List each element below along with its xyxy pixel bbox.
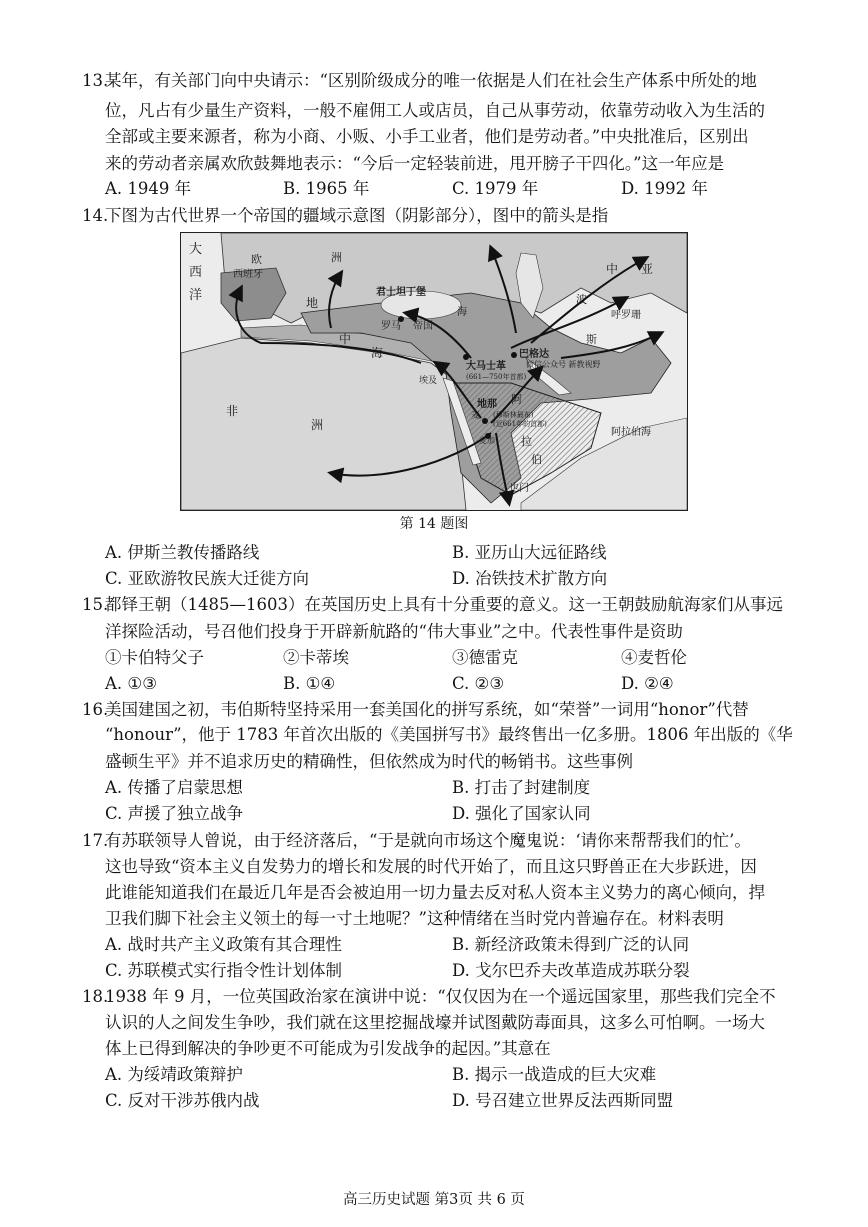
baghdad-dot: [511, 352, 517, 358]
map-label: 波: [576, 293, 587, 306]
map-label: 大: [189, 242, 203, 257]
empire-map: [180, 232, 688, 511]
figure-caption: 第 14 题图: [399, 516, 469, 532]
question-text-line: 下图为古代世界一个帝国的疆域示意图（阴影部分），图中的箭头是指: [105, 206, 609, 225]
question-number: 17.: [82, 831, 109, 850]
map-label: 洋: [189, 288, 203, 303]
map-label: 麦加: [479, 436, 495, 445]
option-d[interactable]: D. 冶铁技术扩散方向: [452, 569, 608, 588]
item-1: ①卡伯特父子: [105, 648, 204, 667]
question-text-line: 某年，有关部门向中央请示：“区别阶级成分的唯一依据是人们在社会生产体系中所处的地: [105, 71, 757, 90]
question-text-line: “honour”，他于 1783 年首次出版的《美国拼写书》最终售出一亿多册。1806 年出版的《华: [105, 725, 793, 744]
map-label: 非: [226, 404, 239, 418]
map-label: 罗马: [381, 321, 401, 332]
map-label: 阿: [511, 393, 522, 406]
map-label: 伯: [531, 453, 542, 466]
map-label: 西班牙: [233, 269, 263, 280]
map-label: 呼罗珊: [611, 310, 641, 321]
question-text-line: 都铎王朝（1485—1603）在英国历史上具有十分重要的意义。这一王朝鼓励航海家们从事远: [105, 595, 783, 614]
question-number: 13.: [82, 71, 109, 90]
question-text-line: 全部或主要来源者，称为小商、小贩、小手工业者，他们是劳动者。”中央批准后，区别出: [105, 127, 749, 146]
question-number: 18.: [82, 987, 109, 1006]
map-label: 也门: [509, 483, 529, 494]
map-label: 君士坦丁堡: [376, 287, 426, 298]
map-label: 中: [339, 332, 352, 346]
map-label: 巴格达: [519, 349, 549, 360]
map-label: 拉: [521, 435, 532, 448]
option-c[interactable]: C. 声援了独立战争: [105, 804, 244, 823]
map-label: 微信公众号 新教视野: [526, 360, 601, 369]
option-d[interactable]: D. ②④: [621, 674, 674, 693]
map-label: 帝国: [413, 321, 433, 332]
damascus-dot: [463, 354, 469, 360]
option-a[interactable]: A. 传播了启蒙思想: [105, 778, 243, 797]
question-text-line: 这也导致“资本主义自发势力的增长和发展的时代开始了，而且这只野兽正在大步跃进，因: [105, 857, 757, 876]
question-text-line: 美国建国之初，韦伯斯特坚持采用一套美国化的拼写系统，如“荣誉”一词用“honor”代替: [105, 700, 749, 719]
item-2: ②卡蒂埃: [283, 648, 349, 667]
map-label: 麦: [471, 411, 481, 421]
africa-land: [181, 338, 466, 510]
map-label: 中: [606, 262, 619, 276]
question-text-line: 1938 年 9 月，一位英国政治家在演讲中说：“仅仅因为在一个遥远国家里，那些我们完全不: [105, 987, 776, 1006]
option-a[interactable]: A. ①③: [105, 674, 157, 693]
question-text-line: 盛顿生平》并不追求历史的精确性，但依然成为时代的畅销书。这些事例: [105, 752, 633, 771]
question-text-line: 洋探险活动，号召他们投身于开辟新航路的“伟大事业”之中。代表性事件是资助: [105, 622, 683, 641]
map-label: 西: [189, 265, 203, 280]
option-b[interactable]: B. 1965 年: [283, 179, 370, 198]
option-b[interactable]: B. 揭示一战造成的巨大灾难: [452, 1065, 657, 1084]
option-a[interactable]: A. 为绥靖政策辩护: [105, 1065, 243, 1084]
option-d[interactable]: D. 号召建立世界反法西斯同盟: [452, 1091, 674, 1110]
option-b[interactable]: B. 打击了封建制度: [452, 778, 591, 797]
map-label: 地: [306, 296, 319, 310]
option-d[interactable]: D. 戈尔巴乔夫改革造成苏联分裂: [452, 961, 690, 980]
map-label: 地那: [477, 399, 497, 410]
question-text-line: 位，凡占有少量生产资料，一般不雇佣工人或店员，自己从事劳动，依靠劳动收入为生活的: [105, 101, 765, 120]
page-footer: 高三历史试题 第3页 共 6 页: [343, 1192, 525, 1208]
map-label: 海: [457, 307, 467, 318]
option-c[interactable]: C. 苏联模式实行指令性计划体制: [105, 961, 343, 980]
map-label: (近661年的首都): [493, 420, 547, 428]
option-a[interactable]: A. 1949 年: [105, 179, 192, 198]
question-number: 14.: [82, 206, 109, 225]
question-text-line: 卫我们脚下社会主义领土的每一寸土地呢？”这种情绪在当时党内普遍存在。材料表明: [105, 909, 724, 928]
map-label: 亚: [641, 262, 654, 276]
map-label: 欧: [251, 253, 262, 266]
map-label: 洲: [331, 251, 342, 264]
map-label: 海: [371, 346, 384, 360]
option-d[interactable]: D. 1992 年: [621, 179, 708, 198]
question-text-line: 来的劳动者亲属欢欣鼓舞地表示：“今后一定轻装前进，甩开膀子干四化。”这一年应是: [105, 154, 725, 173]
item-3: ③德雷克: [452, 648, 518, 667]
option-d[interactable]: D. 强化了国家认同: [452, 804, 591, 823]
option-b[interactable]: B. ①④: [283, 674, 336, 693]
map-label: 埃及: [419, 376, 438, 386]
map-label: (661—750年首都): [466, 373, 527, 381]
question-number: 16.: [82, 700, 109, 719]
item-4: ④麦哲伦: [621, 648, 687, 667]
option-a[interactable]: A. 伊斯兰教传播路线: [105, 543, 260, 562]
option-c[interactable]: C. 1979 年: [452, 179, 539, 198]
map-label: 洲: [311, 418, 324, 432]
question-text-line: 此谁能知道我们在最近几年是否会被迫用一切力量去反对私人资本主义势力的离心倾向，捍: [105, 883, 765, 902]
option-b[interactable]: B. 亚历山大远征路线: [452, 543, 607, 562]
option-c[interactable]: C. ②③: [452, 674, 505, 693]
map-label: (穆斯林最布): [493, 411, 534, 419]
medina-dot: [482, 418, 488, 424]
map-label: 大马士革: [466, 361, 506, 372]
option-b[interactable]: B. 新经济政策未得到广泛的认同: [452, 935, 690, 954]
question-text-line: 有苏联领导人曾说，由于经济落后，“于是就向市场这个魔鬼说：‘请你来帮帮我们的忙’。: [105, 831, 751, 850]
option-c[interactable]: C. 亚欧游牧民族大迁徙方向: [105, 569, 310, 588]
map-label: 阿拉伯海: [611, 427, 651, 438]
question-text-line: 认识的人之间发生争吵，我们就在这里挖掘战壕并试图戴防毒面具，这多么可怕啊。一场大: [105, 1013, 765, 1032]
map-label: 斯: [586, 333, 597, 346]
option-a[interactable]: A. 战时共产主义政策有其合理性: [105, 935, 342, 954]
option-c[interactable]: C. 反对干涉苏俄内战: [105, 1091, 260, 1110]
question-text-line: 体上已得到解决的争吵更不可能成为引发战争的起因。”其意在: [105, 1039, 551, 1058]
question-number: 15.: [82, 595, 109, 614]
